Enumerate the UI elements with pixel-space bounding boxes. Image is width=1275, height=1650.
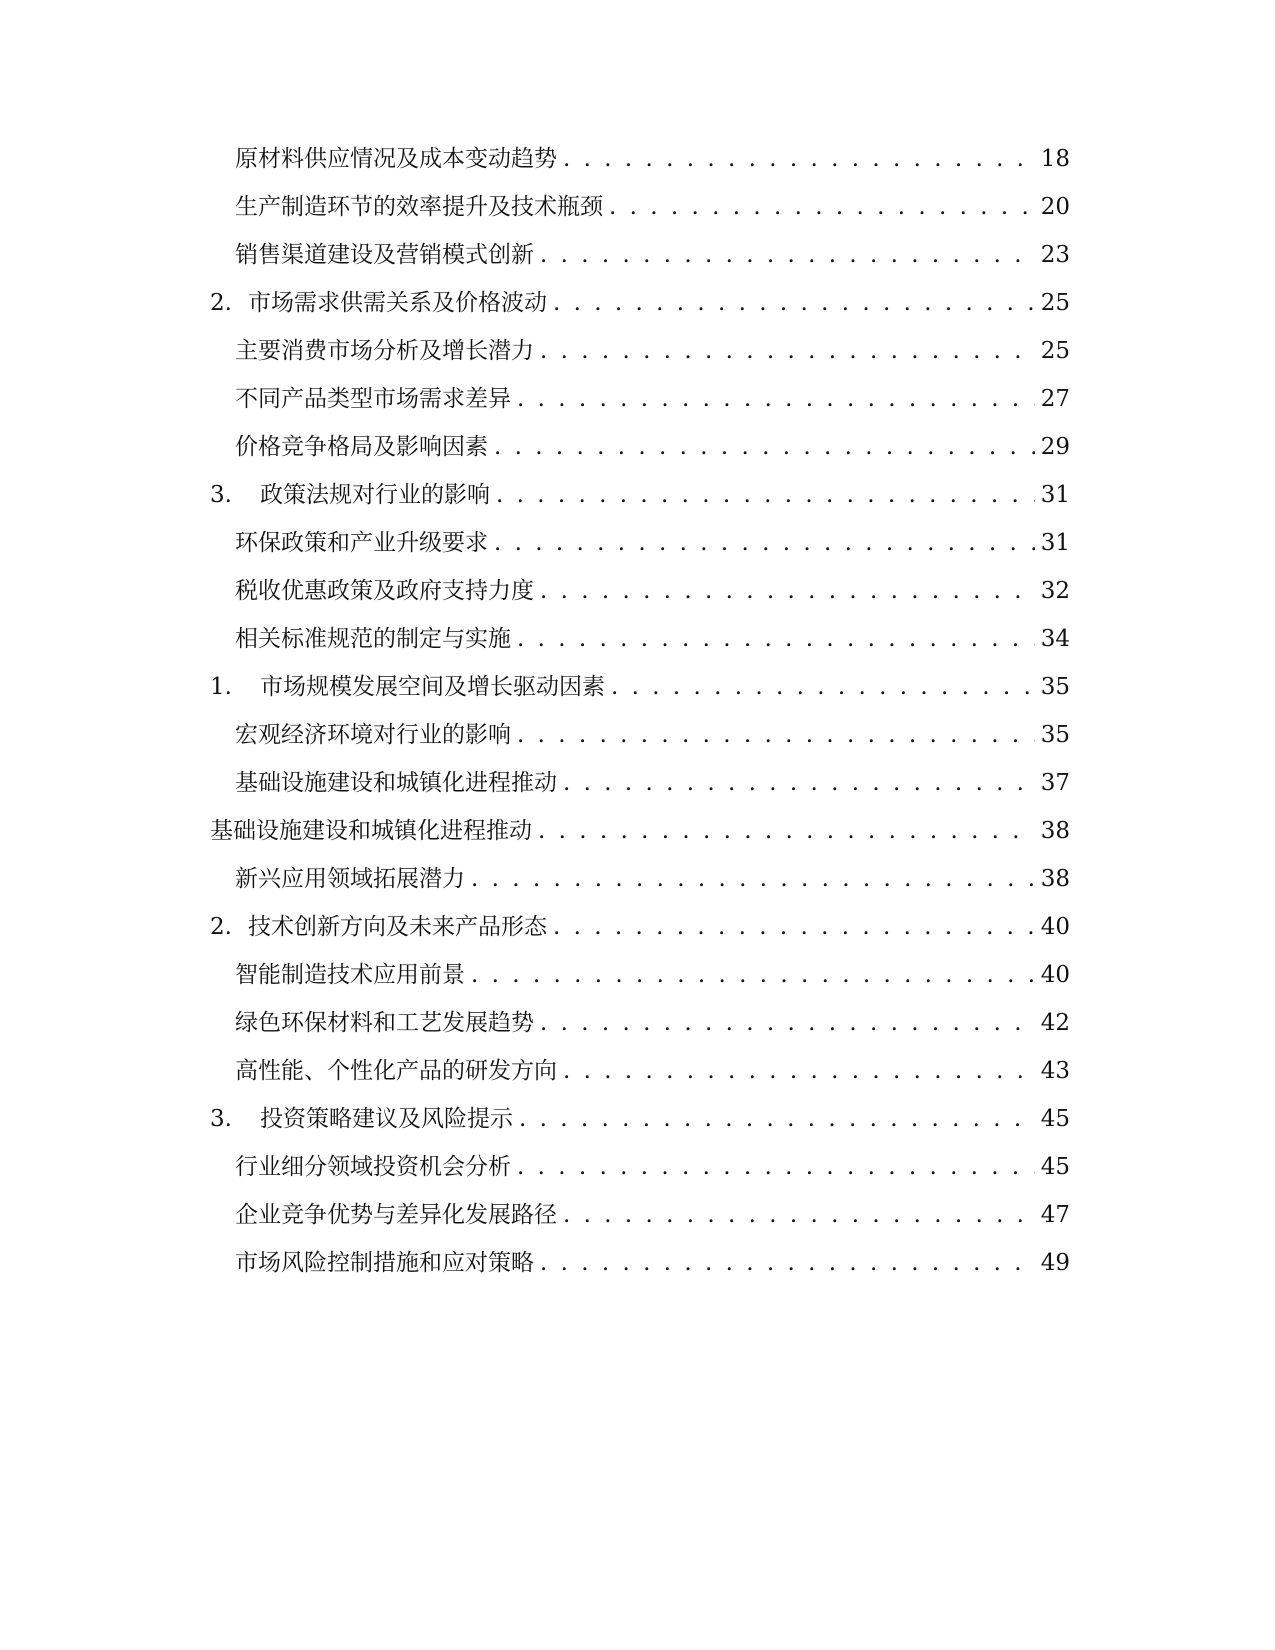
toc-entry[interactable]	[210, 621, 1070, 669]
toc-entry-title: 宏观经济环境对行业的影响	[235, 722, 511, 748]
toc-page-number: 43	[1040, 1058, 1070, 1084]
toc-dot-leader	[471, 861, 1035, 897]
toc-page-number: 27	[1040, 386, 1070, 412]
toc-entry-number: 3.	[210, 482, 232, 508]
toc-page-number: 35	[1040, 722, 1070, 748]
toc-entry-title: 环保政策和产业升级要求	[235, 530, 488, 556]
toc-entry-number: 3.	[210, 1106, 232, 1132]
toc-dot-leader	[563, 1053, 1035, 1089]
toc-entry[interactable]	[210, 669, 1070, 717]
toc-entry-title: 行业细分领域投资机会分析	[235, 1154, 511, 1180]
toc-dot-leader	[540, 573, 1035, 609]
toc-page-number: 31	[1040, 482, 1070, 508]
toc-entry[interactable]	[210, 189, 1070, 237]
toc-dot-leader	[540, 333, 1035, 369]
toc-page-number: 40	[1040, 914, 1070, 940]
toc-entry[interactable]	[210, 429, 1070, 477]
toc-entry[interactable]	[210, 909, 1070, 957]
toc-entry[interactable]	[210, 333, 1070, 381]
toc-entry[interactable]	[210, 717, 1070, 765]
toc-entry-title: 相关标准规范的制定与实施	[235, 626, 511, 652]
toc-entry-number: 1.	[210, 674, 232, 700]
toc-entry[interactable]	[210, 381, 1070, 429]
toc-entry[interactable]	[210, 861, 1070, 909]
toc-entry[interactable]	[210, 285, 1070, 333]
toc-entry-title: 企业竞争优势与差异化发展路径	[235, 1202, 557, 1228]
toc-page-number: 20	[1040, 194, 1070, 220]
toc-page-number: 23	[1040, 242, 1070, 268]
toc-entry[interactable]	[210, 765, 1070, 813]
toc-page-number: 35	[1040, 674, 1070, 700]
toc-entry-title: 原材料供应情况及成本变动趋势	[235, 146, 557, 172]
toc-dot-leader	[538, 813, 1035, 849]
toc-dot-leader	[553, 909, 1035, 945]
toc-dot-leader	[540, 1005, 1035, 1041]
toc-page-number: 18	[1040, 146, 1070, 172]
toc-dot-leader	[553, 285, 1035, 321]
toc-entry-number: 2.	[210, 290, 232, 316]
toc-entry[interactable]	[210, 1245, 1070, 1293]
toc-dot-leader	[563, 1197, 1035, 1233]
toc-entry-title: 政策法规对行业的影响	[260, 482, 490, 508]
toc-dot-leader	[563, 765, 1035, 801]
toc-entry-title: 不同产品类型市场需求差异	[235, 386, 511, 412]
toc-entry[interactable]	[210, 477, 1070, 525]
toc-page-number: 42	[1040, 1010, 1070, 1036]
toc-dot-leader	[563, 141, 1035, 177]
toc-entry-title: 销售渠道建设及营销模式创新	[235, 242, 534, 268]
toc-entry[interactable]	[210, 957, 1070, 1005]
toc-page-number: 37	[1040, 770, 1070, 796]
toc-entry-title: 高性能、个性化产品的研发方向	[235, 1058, 557, 1084]
toc-entry[interactable]	[210, 1149, 1070, 1197]
toc-entry-title: 智能制造技术应用前景	[235, 962, 465, 988]
toc-entry-title: 基础设施建设和城镇化进程推动	[235, 770, 557, 796]
toc-page-number: 31	[1040, 530, 1070, 556]
toc-dot-leader	[494, 429, 1035, 465]
toc-entry[interactable]	[210, 237, 1070, 285]
toc-entry[interactable]	[210, 141, 1070, 189]
toc-entry[interactable]	[210, 573, 1070, 621]
toc-dot-leader	[519, 1101, 1035, 1137]
toc-page-number: 47	[1040, 1202, 1070, 1228]
toc-dot-leader	[517, 1149, 1035, 1185]
toc-entry-title: 绿色环保材料和工艺发展趋势	[235, 1010, 534, 1036]
toc-dot-leader	[609, 189, 1035, 225]
toc-page-number: 38	[1040, 818, 1070, 844]
toc-page-number: 45	[1040, 1106, 1070, 1132]
toc-entry-title: 主要消费市场分析及增长潜力	[235, 338, 534, 364]
toc-page-number: 25	[1040, 338, 1070, 364]
toc-page-number: 25	[1040, 290, 1070, 316]
toc-page-number: 34	[1040, 626, 1070, 652]
toc-dot-leader	[471, 957, 1035, 993]
toc-entry-title: 市场风险控制措施和应对策略	[235, 1250, 534, 1276]
toc-entry[interactable]	[210, 525, 1070, 573]
toc-entry-title: 投资策略建议及风险提示	[260, 1106, 513, 1132]
toc-dot-leader	[611, 669, 1035, 705]
toc-dot-leader	[494, 525, 1035, 561]
toc-page-number: 49	[1040, 1250, 1070, 1276]
toc-entry[interactable]	[210, 1197, 1070, 1245]
toc-entry-title: 税收优惠政策及政府支持力度	[235, 578, 534, 604]
toc-entry-title: 基础设施建设和城镇化进程推动	[210, 818, 532, 844]
toc-entry-title: 市场规模发展空间及增长驱动因素	[260, 674, 605, 700]
toc-entry[interactable]	[210, 1053, 1070, 1101]
toc-entry-title: 生产制造环节的效率提升及技术瓶颈	[235, 194, 603, 220]
toc-entry-title: 价格竞争格局及影响因素	[235, 434, 488, 460]
toc-entry-number: 2.	[210, 914, 232, 940]
toc-entry-title: 新兴应用领域拓展潜力	[235, 866, 465, 892]
toc-page-number: 38	[1040, 866, 1070, 892]
toc-dot-leader	[540, 1245, 1035, 1281]
toc-page-number: 40	[1040, 962, 1070, 988]
toc-page-number: 32	[1040, 578, 1070, 604]
toc-page-number: 45	[1040, 1154, 1070, 1180]
toc-dot-leader	[517, 717, 1035, 753]
toc-dot-leader	[496, 477, 1035, 513]
toc-entry-title: 市场需求供需关系及价格波动	[248, 290, 547, 316]
toc-dot-leader	[517, 381, 1035, 417]
toc-entry[interactable]	[210, 813, 1070, 861]
table-of-contents	[210, 141, 1070, 1293]
toc-entry[interactable]	[210, 1101, 1070, 1149]
toc-entry-title: 技术创新方向及未来产品形态	[248, 914, 547, 940]
toc-page-number: 29	[1040, 434, 1070, 460]
toc-entry[interactable]	[210, 1005, 1070, 1053]
toc-dot-leader	[540, 237, 1035, 273]
toc-dot-leader	[517, 621, 1035, 657]
